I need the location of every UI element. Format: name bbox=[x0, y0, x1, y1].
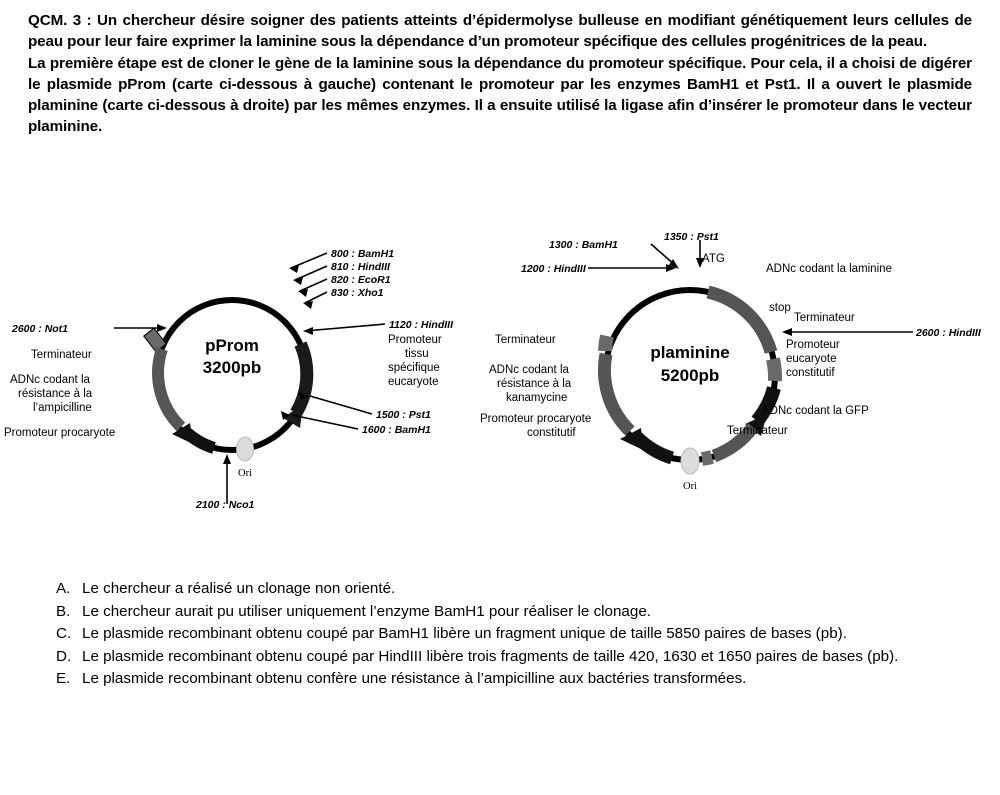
pprom-site-xho1-830: 830 : Xho1 bbox=[331, 287, 384, 299]
question-intro bbox=[28, 10, 972, 138]
answer-option-a-letter: A. bbox=[56, 580, 71, 597]
answer-option-d[interactable] bbox=[56, 646, 966, 668]
pprom-promoter-label-line4: eucaryote bbox=[388, 376, 439, 388]
plaminine-site-hindiii-1200: 1200 : HindIII bbox=[521, 263, 586, 275]
answer-option-e-text: Le plasmide recombinant obtenu confère une résistance à l’ampicilline aux bactéries transformées. bbox=[82, 670, 747, 688]
plaminine-prok-promoter-label-line1: Promoteur procaryote bbox=[480, 413, 592, 425]
pprom-promoter-label-line2: tissu bbox=[405, 348, 429, 360]
pprom-ori-label: Ori bbox=[238, 468, 252, 479]
pprom-amp-label-line3: l’ampicilline bbox=[33, 402, 92, 414]
answer-options-list bbox=[56, 578, 966, 691]
plaminine-terminator-left-box bbox=[605, 336, 607, 351]
answer-option-c-text: Le plasmide recombinant obtenu coupé par BamH1 libère un fragment unique de taille 5850 paires de bases (pb). bbox=[82, 625, 847, 643]
answer-option-b-text: Le chercheur aurait pu utiliser uniquement l’enzyme BamH1 pour réaliser le clonage. bbox=[82, 602, 651, 620]
pprom-ampicillin-cdna-arc bbox=[158, 349, 181, 427]
plaminine-kanamycin-cdna-arc bbox=[604, 354, 630, 431]
plaminine-promoter-euk-label-line1: Promoteur bbox=[786, 339, 840, 351]
answer-option-e[interactable] bbox=[56, 668, 966, 690]
pprom-prok-promoter-label: Promoteur procaryote bbox=[4, 427, 116, 439]
plaminine-kana-label-line2: résistance à la bbox=[497, 378, 572, 390]
answer-option-d-letter: D. bbox=[56, 647, 72, 665]
plaminine-promoter-euk-label-line3: constitutif bbox=[786, 367, 835, 379]
plaminine-ori-label: Ori bbox=[683, 481, 697, 492]
pprom-site-not1-2600: 2600 : Not1 bbox=[12, 323, 69, 335]
plaminine-terminator-right-label: Terminateur bbox=[794, 312, 855, 324]
pprom-site-nco1-2100: 2100 : Nco1 bbox=[196, 499, 255, 511]
answer-option-b-letter: B. bbox=[56, 602, 71, 620]
answer-option-c[interactable] bbox=[56, 623, 966, 645]
pprom-site-bamh1-1600: 1600 : BamH1 bbox=[362, 424, 431, 436]
plaminine-promoter-euk-label-line2: eucaryote bbox=[786, 353, 837, 365]
pprom-promoter-label-line3: spécifique bbox=[388, 362, 440, 374]
answer-option-e-letter: E. bbox=[56, 670, 71, 688]
intro-paragraph-2: La première étape est de cloner le gène de la laminine sous la dépendance du promoteur spécifique. Pour cela, il a choisi de digérer le plasmide pProm (carte ci-dessous à gauche) contenant le promoteur par les enzymes BamH1 et Pst1. Il a ouvert le plasmide plaminine (carte ci-dessous à droite) par les mêmes enzymes. Il a ensuite utilisé la ligase afin d’insérer le promoteur dans le vecteur plaminine. bbox=[28, 54, 972, 136]
pprom-amp-label-line1: ADNc codant la bbox=[10, 374, 90, 386]
pprom-site-pst1-1500: 1500 : Pst1 bbox=[376, 409, 431, 421]
plaminine-kana-label-line3: kanamycine bbox=[506, 392, 568, 404]
plaminine-name-label: plaminine bbox=[650, 343, 730, 362]
pprom-ori-marker bbox=[237, 437, 254, 461]
pprom-site-hindiii-810: 810 : HindIII bbox=[331, 261, 390, 273]
pprom-amp-label-line2: résistance à la bbox=[18, 388, 93, 400]
plaminine-atg-label: ATG bbox=[702, 253, 725, 265]
pprom-site-hindiii-1120: 1120 : HindIII bbox=[389, 319, 453, 331]
plasmid-map-pprom bbox=[4, 248, 454, 511]
answer-option-a[interactable] bbox=[56, 578, 966, 600]
pprom-terminator-label: Terminateur bbox=[31, 349, 92, 361]
plasmid-maps-figure bbox=[0, 218, 1000, 518]
plaminine-size-label: 5200pb bbox=[660, 366, 720, 385]
plaminine-prok-promoter-label-line2: constitutif bbox=[527, 427, 576, 439]
intro-paragraph-1: QCM. 3 : Un chercheur désire soigner des patients atteints d’épidermolyse bulleuse en modifiant génétiquement leurs cellules de peau pour leur faire exprimer la laminine sous la dépendance d’un promoteur spécifique des cellules progénitrices de la peau. bbox=[28, 12, 972, 51]
plaminine-site-hindiii-2600: 2600 : HindIII bbox=[916, 327, 981, 339]
plaminine-ori-marker bbox=[681, 448, 699, 474]
pprom-site-bamh1-800: 800 : BamH1 bbox=[331, 248, 395, 260]
plaminine-terminator-bottom-box bbox=[702, 457, 712, 459]
answer-option-a-text: Le chercheur a réalisé un clonage non orienté. bbox=[82, 580, 396, 597]
pprom-site-ecor1-820: 820 : EcoR1 bbox=[331, 274, 391, 286]
plaminine-laminin-cdna-label: ADNc codant la laminine bbox=[766, 263, 892, 275]
pprom-name-label: pProm bbox=[205, 336, 259, 355]
plaminine-terminator-bottom-label: Terminateur bbox=[727, 425, 788, 437]
plaminine-gfp-cdna-label: ADNc codant la GFP bbox=[762, 405, 869, 417]
plaminine-stop-label: stop bbox=[769, 302, 791, 314]
plaminine-kana-label-line1: ADNc codant la bbox=[489, 364, 569, 376]
plasmid-map-plaminine bbox=[480, 231, 982, 492]
plaminine-site-bamh1-1300: 1300 : BamH1 bbox=[549, 239, 618, 251]
answer-option-b[interactable] bbox=[56, 601, 966, 623]
pprom-size-label: 3200pb bbox=[202, 358, 262, 377]
plaminine-terminator-right-box bbox=[773, 359, 775, 381]
pprom-promoter-arc bbox=[296, 344, 307, 413]
plaminine-site-pst1-1350: 1350 : Pst1 bbox=[664, 231, 719, 243]
pprom-promoter-label-line1: Promoteur bbox=[388, 334, 442, 346]
answer-option-c-letter: C. bbox=[56, 625, 72, 643]
answer-option-d-text: Le plasmide recombinant obtenu coupé par HindIII libère trois fragments de taille 420, 1630 et 1650 paires de bases (pb). bbox=[82, 647, 899, 665]
plaminine-terminator-left-label: Terminateur bbox=[495, 334, 556, 346]
